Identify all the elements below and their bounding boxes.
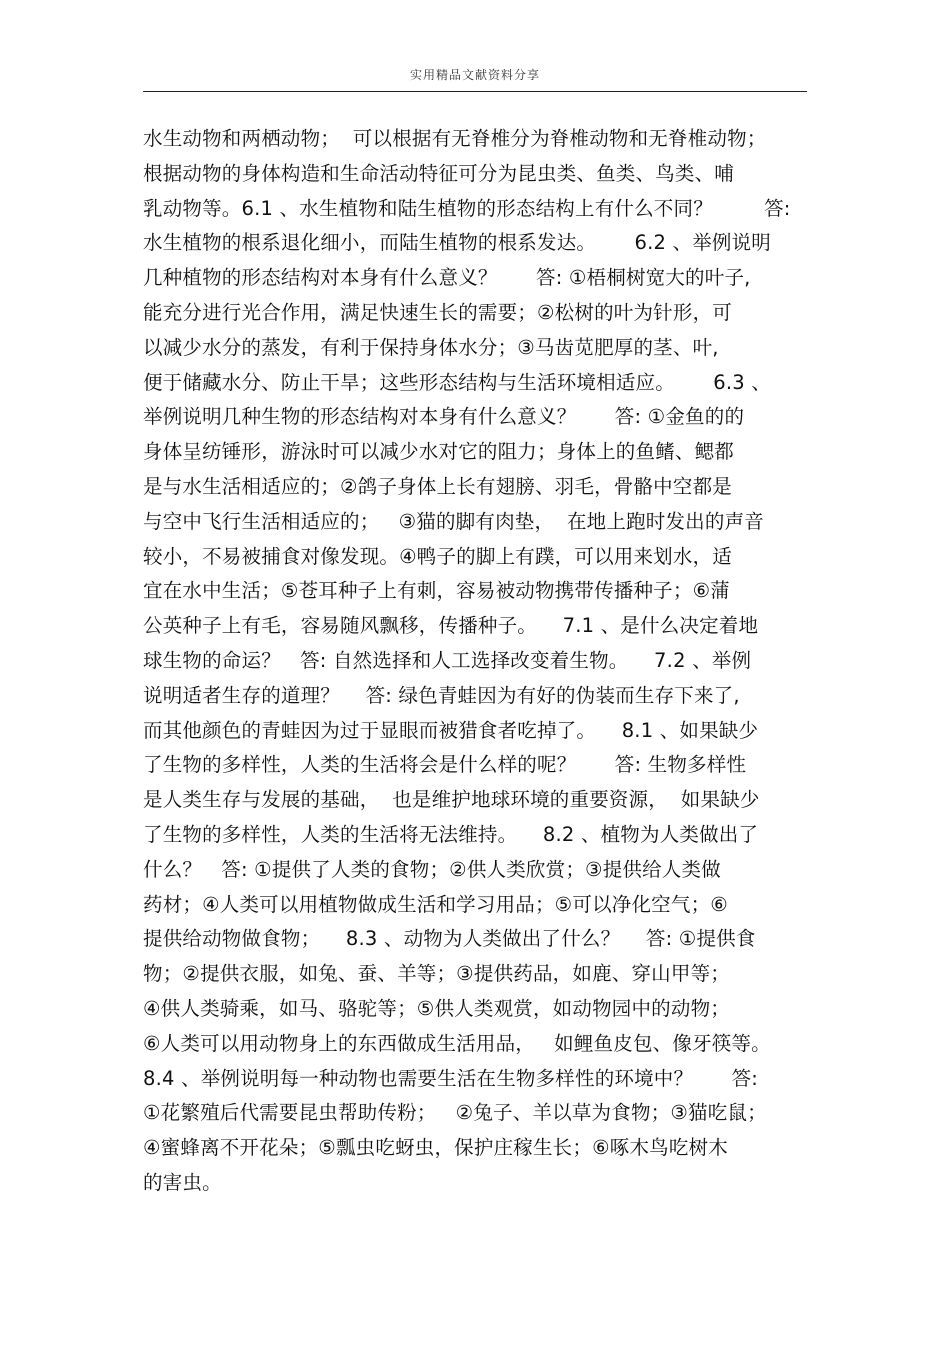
text-line: 球生物的命运？ 答: 自然选择和人工选择改变着生物。 7.2 、举例 bbox=[143, 648, 752, 672]
text-line: 能充分进行光合作用，满足快速生长的需要；②松树的叶为针形，可 bbox=[143, 300, 732, 324]
text-line: 与空中飞行生活相适应的； ③猫的脚有肉垫， 在地上跑时发出的声音 bbox=[143, 509, 764, 533]
document-body bbox=[143, 122, 823, 1201]
text-line: 的害虫。 bbox=[143, 1170, 222, 1194]
text-line: 了生物的多样性，人类的生活将会是什么样的呢？ 答: 生物多样性 bbox=[143, 753, 747, 777]
text-line: 几种植物的形态结构对本身有什么意义？ 答: ①梧桐树宽大的叶子, bbox=[143, 266, 751, 290]
text-line: ①花繁殖后代需要昆虫帮助传粉； ②兔子、羊以草为食物；③猫吃鼠； bbox=[143, 1101, 767, 1125]
text-line: 水生动物和两栖动物； 可以根据有无脊椎分为脊椎动物和无脊椎动物； bbox=[143, 127, 767, 150]
text-line: 水生植物的根系退化细小，而陆生植物的根系发达。 6.2 、举例说明 bbox=[143, 231, 772, 255]
text-line: 了生物的多样性，人类的生活将无法维持。 8.2 、植物为人类做出了 bbox=[143, 822, 759, 846]
text-line: 公英种子上有毛，容易随风飘移，传播种子。 7.1 、是什么决定着地 bbox=[143, 614, 759, 638]
text-line: 物；②提供衣服，如兔、蚕、羊等；③提供药品，如鹿、穿山甲等； bbox=[143, 962, 730, 986]
text-line: 是人类生存与发展的基础， 也是维护地球环境的重要资源， 如果缺少 bbox=[143, 788, 760, 812]
text-line: 说明适者生存的道理？ 答: 绿色青蛙因为有好的伪装而生存下来了, bbox=[143, 683, 740, 707]
text-line: ④蜜蜂离不开花朵；⑤瓢虫吃蚜虫，保护庄稼生长；⑥啄木鸟吃树木 bbox=[143, 1136, 728, 1160]
text-line: 以减少水分的蒸发，有利于保持身体水分；③马齿苋肥厚的茎、叶, bbox=[143, 335, 719, 359]
text-line: 提供给动物做食物； 8.3 、动物为人类做出了什么？ 答: ①提供食 bbox=[143, 927, 756, 951]
text-line: 乳动物等。6.1 、水生植物和陆生植物的形态结构上有什么不同？ 答: bbox=[143, 196, 791, 220]
text-line: 身体呈纺锤形，游泳时可以减少水对它的阻力；身体上的鱼鳍、鳃都 bbox=[143, 440, 735, 464]
text-line: 宜在水中生活；⑤苍耳种子上有刺，容易被动物携带传播种子；⑥蒲 bbox=[143, 579, 730, 603]
text-line: ④供人类骑乘，如马、骆驼等；⑤供人类观赏，如动物园中的动物； bbox=[143, 996, 730, 1020]
header-divider bbox=[143, 91, 807, 92]
text-line: ⑥人类可以用动物身上的东西做成生活用品， 如鲤鱼皮包、像牙筷等。 bbox=[143, 1031, 771, 1055]
text-line: 根据动物的身体构造和生命活动特征可分为昆虫类、鱼类、鸟类、哺 bbox=[143, 161, 735, 185]
text-line: 8.4 、举例说明每一种动物也需要生活在生物多样性的环境中？ 答: bbox=[143, 1066, 759, 1090]
text-line: 是与水生活相适应的；②鸽子身体上长有翅膀、羽毛，骨骼中空都是 bbox=[143, 474, 732, 498]
text-line: 什么？ 答: ①提供了人类的食物；②供人类欣赏；③提供给人类做 bbox=[143, 857, 721, 881]
text-line: 而其他颜色的青蛙因为过于显眼而被猎食者吃掉了。 8.1 、如果缺少 bbox=[143, 718, 759, 742]
text-line: 举例说明几种生物的形态结构对本身有什么意义？ 答: ①金鱼的的 bbox=[143, 405, 745, 429]
text-line: 便于储藏水分、防止干旱；这些形态结构与生活环境相适应。 6.3 、 bbox=[143, 370, 772, 394]
text-line: 药材；④人类可以用植物做成生活和学习用品；⑤可以净化空气；⑥ bbox=[143, 892, 728, 916]
text-line: 较小，不易被捕食对像发现。④鸭子的脚上有蹼，可以用来划水，适 bbox=[143, 544, 732, 568]
page-header-title: 实用精品文献资料分享 bbox=[409, 68, 540, 82]
